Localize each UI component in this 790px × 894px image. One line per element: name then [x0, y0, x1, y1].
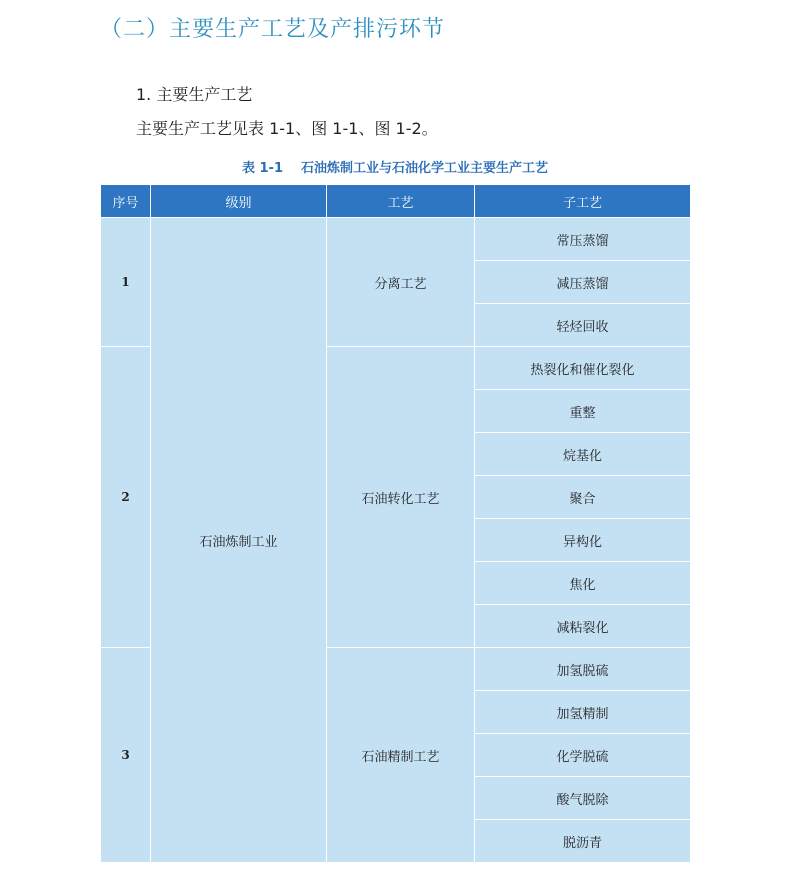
subprocess-cell: 轻烃回收 — [475, 304, 691, 347]
header-seq: 序号 — [101, 185, 151, 218]
seq-cell: 1 — [101, 218, 151, 347]
subprocess-cell: 热裂化和催化裂化 — [475, 347, 691, 390]
process-cell: 分离工艺 — [327, 218, 475, 347]
table-header-row — [101, 185, 691, 218]
body-paragraph: 主要生产工艺见表 1-1、图 1-1、图 1-2。 — [136, 119, 438, 138]
subprocess-cell: 焦化 — [475, 562, 691, 605]
table-caption — [100, 157, 690, 176]
subprocess-cell: 加氢脱硫 — [475, 648, 691, 691]
header-process: 工艺 — [327, 185, 475, 218]
subprocess-cell: 酸气脱除 — [475, 777, 691, 820]
header-subprocess: 子工艺 — [475, 185, 691, 218]
table-caption-title: 石油炼制工业与石油化学工业主要生产工艺 — [301, 161, 549, 176]
subprocess-cell: 减压蒸馏 — [475, 261, 691, 304]
table-row — [101, 218, 691, 261]
subprocess-cell: 聚合 — [475, 476, 691, 519]
process-table — [100, 184, 691, 863]
subsection-heading: 1. 主要生产工艺 — [136, 85, 253, 104]
subprocess-cell: 烷基化 — [475, 433, 691, 476]
subprocess-cell: 化学脱硫 — [475, 734, 691, 777]
subprocess-cell: 重整 — [475, 390, 691, 433]
subprocess-cell: 常压蒸馏 — [475, 218, 691, 261]
subprocess-cell: 减粘裂化 — [475, 605, 691, 648]
header-category: 级别 — [151, 185, 327, 218]
seq-cell: 3 — [101, 648, 151, 863]
category-cell: 石油炼制工业 — [151, 218, 327, 863]
subprocess-cell: 异构化 — [475, 519, 691, 562]
process-cell: 石油转化工艺 — [327, 347, 475, 648]
process-cell: 石油精制工艺 — [327, 648, 475, 863]
subprocess-cell: 脱沥青 — [475, 820, 691, 863]
seq-cell: 2 — [101, 347, 151, 648]
table-caption-number: 表 1-1 — [241, 161, 283, 176]
section-heading: （二）主要生产工艺及产排污环节 — [100, 17, 446, 42]
subprocess-cell: 加氢精制 — [475, 691, 691, 734]
